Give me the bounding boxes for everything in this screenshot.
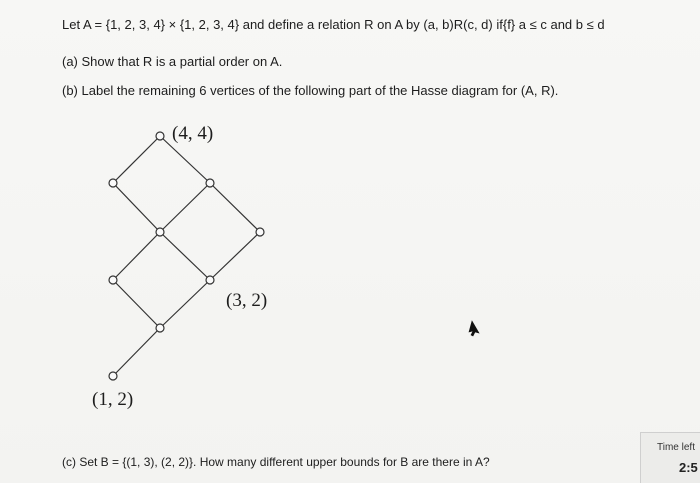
time-left-value: 2:5 (679, 460, 698, 475)
edge (210, 232, 260, 280)
edge (113, 136, 160, 183)
label-middle-vertex: (3, 2) (226, 290, 268, 311)
edge (113, 280, 160, 328)
edge (160, 232, 210, 280)
vertex-unlabeled (206, 179, 214, 187)
vertex-1-2 (109, 372, 117, 380)
vertex-4-4 (156, 132, 164, 140)
edge (113, 232, 160, 280)
vertex-unlabeled (109, 276, 117, 284)
time-left-panel (640, 432, 700, 483)
vertex-unlabeled (156, 228, 164, 236)
question-part-a: (a) Show that R is a partial order on A. (62, 54, 283, 69)
question-part-c: (c) Set B = {(1, 3), (2, 2)}. How many different upper bounds for B are there in A? (62, 455, 490, 469)
time-left-label: Time left (657, 442, 695, 453)
vertex-unlabeled (256, 228, 264, 236)
edge (160, 183, 210, 232)
edge (113, 328, 160, 376)
mouse-cursor-icon (469, 321, 479, 336)
edge (210, 183, 260, 232)
label-bottom-vertex: (1, 2) (92, 389, 134, 410)
vertex-3-2 (206, 276, 214, 284)
vertex-unlabeled (156, 324, 164, 332)
question-intro: Let A = {1, 2, 3, 4} × {1, 2, 3, 4} and define a relation R on A by (a, b)R(c, d) if{f} a ≤ c and b ≤ d (62, 17, 605, 32)
question-part-b: (b) Label the remaining 6 vertices of the following part of the Hasse diagram for (A, R). (62, 83, 559, 98)
label-top-vertex: (4, 4) (172, 123, 214, 144)
edge (160, 280, 210, 328)
edge (113, 183, 160, 232)
vertex-unlabeled (109, 179, 117, 187)
